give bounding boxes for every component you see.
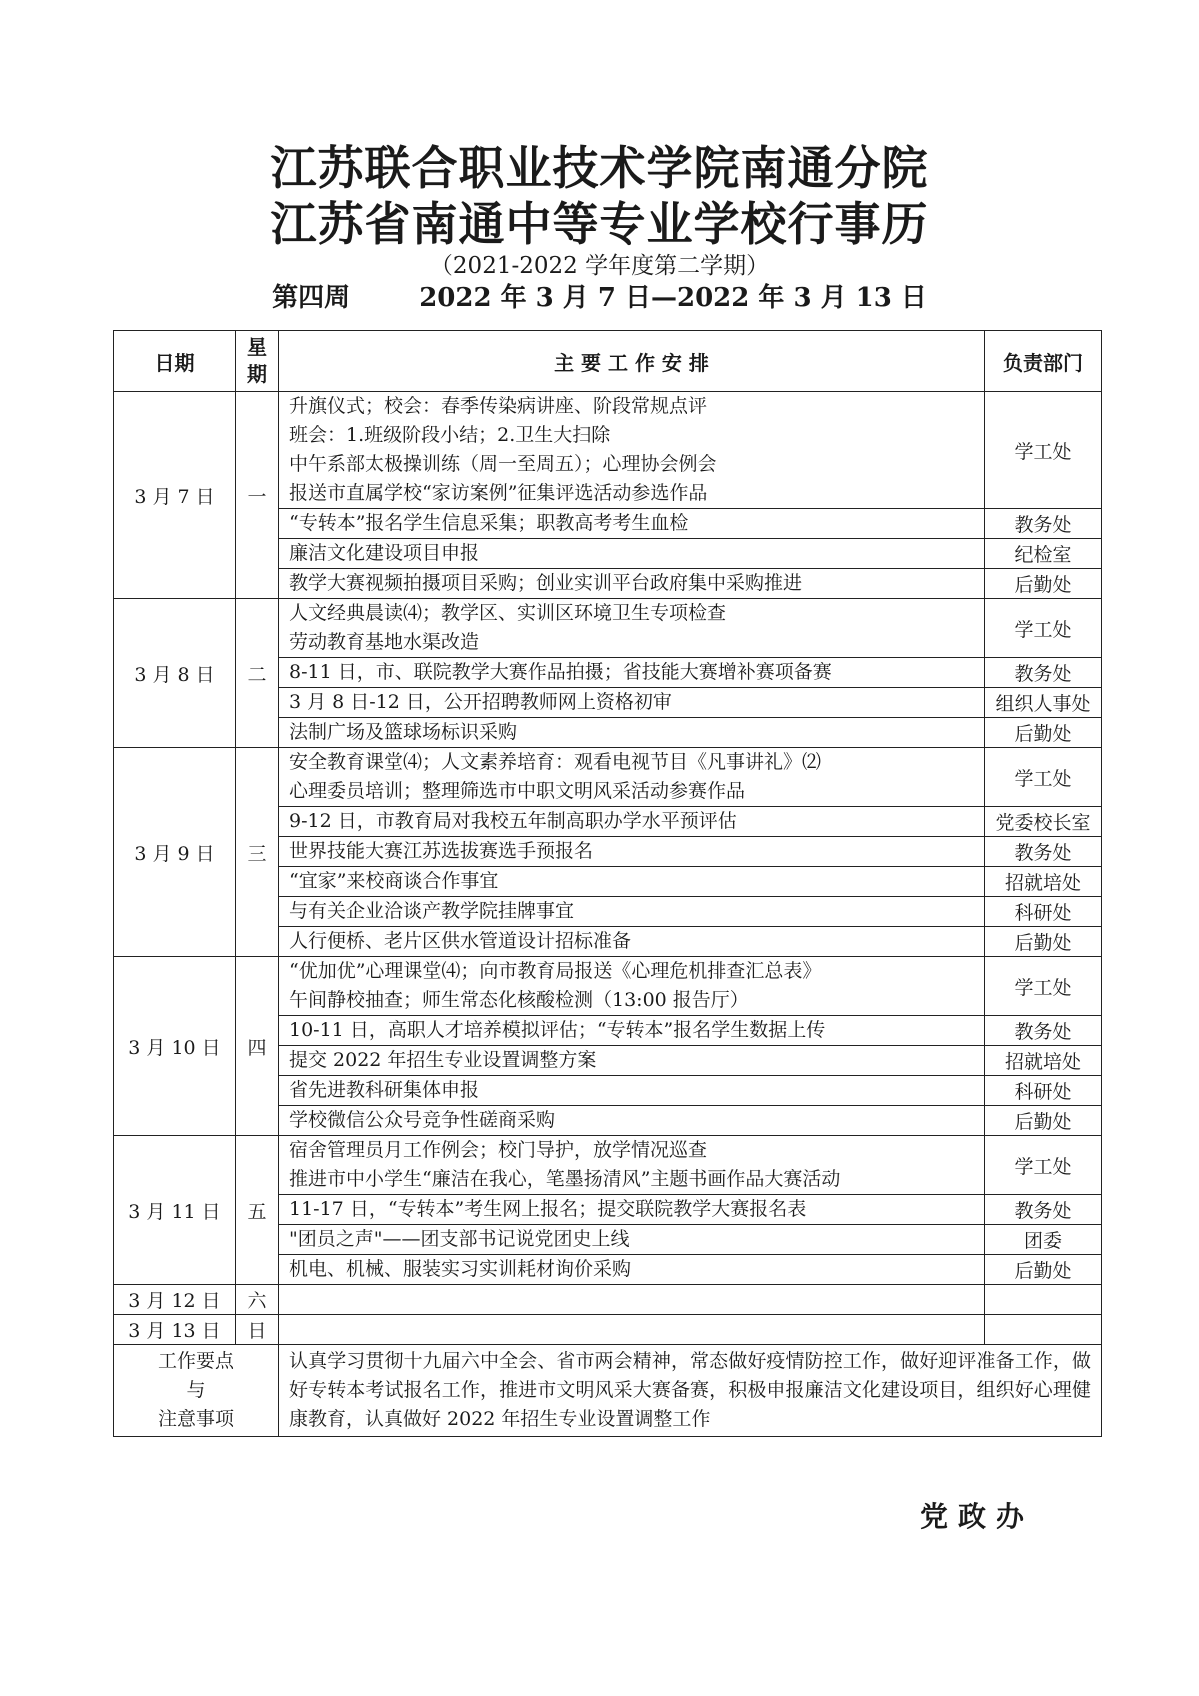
work-line: “宜家”来校商谈合作事宜 xyxy=(289,870,499,892)
work-cell xyxy=(279,1106,985,1136)
notes-text: 认真学习贯彻十九届六中全会、省市两会精神，常态做好疫情防控工作，做好迎评准备工作，做好专转本考试报名工作，推进市文明风采大赛备赛，积极申报廉洁文化建设项目，组织好心理健康教育，认真做好 2022 年招生专业设置调整工作 xyxy=(279,1345,1102,1437)
work-line: 3 月 8 日-12 日，公开招聘教师网上资格初审 xyxy=(289,691,672,713)
work-line: 学校微信公众号竞争性磋商采购 xyxy=(289,1109,556,1131)
dept-cell: 教务处 xyxy=(985,509,1102,539)
dept-cell: 后勤处 xyxy=(985,718,1102,748)
work-line: 与有关企业洽谈产教学院挂牌事宜 xyxy=(289,900,575,922)
weekday-cell: 二 xyxy=(236,599,279,748)
work-line: 劳动教育基地水渠改造 xyxy=(289,631,480,653)
notes-label-line3: 注意事项 xyxy=(157,1408,234,1430)
table-row xyxy=(114,392,1102,509)
notes-row xyxy=(114,1345,1102,1437)
header-weekday-line2: 期 xyxy=(247,362,267,386)
work-line: 心理委员培训；整理筛选市中职文明风采活动参赛作品 xyxy=(289,780,746,802)
weekday-cell: 四 xyxy=(236,957,279,1136)
work-line: “优加优”心理课堂⑷；向市教育局报送《心理危机排查汇总表》 xyxy=(289,960,822,982)
dept-cell: 组织人事处 xyxy=(985,688,1102,718)
work-line: 提交 2022 年招生专业设置调整方案 xyxy=(289,1049,597,1071)
work-line: 8-11 日，市、联院教学大赛作品拍摄；省技能大赛增补赛项备赛 xyxy=(289,661,832,683)
weekday-cell: 六 xyxy=(236,1285,279,1315)
work-line: 机电、机械、服装实习实训耗材询价采购 xyxy=(289,1258,632,1280)
header-work: 主 要 工 作 安 排 xyxy=(279,331,985,392)
work-cell xyxy=(279,1016,985,1046)
dept-cell: 后勤处 xyxy=(985,569,1102,599)
work-line: 升旗仪式；校会：春季传染病讲座、阶段常规点评 xyxy=(289,395,708,417)
work-line: 省先进教科研集体申报 xyxy=(289,1079,480,1101)
dept-cell: 后勤处 xyxy=(985,1255,1102,1285)
date-cell: 3 月 11 日 xyxy=(114,1136,236,1285)
week-label: 第四周 xyxy=(272,283,351,313)
dept-cell: 教务处 xyxy=(985,1016,1102,1046)
work-cell xyxy=(279,1225,985,1255)
date-cell: 3 月 8 日 xyxy=(114,599,236,748)
date-cell: 3 月 12 日 xyxy=(114,1285,236,1315)
work-cell xyxy=(279,1076,985,1106)
work-cell xyxy=(279,1285,985,1315)
work-cell xyxy=(279,927,985,957)
issuer-signature: 党政办 xyxy=(920,1500,1035,1533)
work-line: "团员之声"——团支部书记说党团史上线 xyxy=(289,1228,630,1250)
dept-cell: 招就培处 xyxy=(985,867,1102,897)
table-row xyxy=(114,748,1102,807)
dept-cell: 教务处 xyxy=(985,837,1102,867)
date-cell: 3 月 9 日 xyxy=(114,748,236,957)
work-line: “专转本”报名学生信息采集；职教高考考生血检 xyxy=(289,512,689,534)
weekday-cell: 日 xyxy=(236,1315,279,1345)
work-line: 推进市中小学生“廉洁在我心，笔墨扬清风”主题书画作品大赛活动 xyxy=(289,1168,841,1190)
work-cell xyxy=(279,1136,985,1195)
work-cell xyxy=(279,1195,985,1225)
dept-cell: 学工处 xyxy=(985,957,1102,1016)
date-cell: 3 月 10 日 xyxy=(114,957,236,1136)
date-cell: 3 月 13 日 xyxy=(114,1315,236,1345)
dept-cell: 学工处 xyxy=(985,599,1102,658)
work-line: 人文经典晨读⑷；教学区、实训区环境卫生专项检查 xyxy=(289,602,727,624)
work-line: 11-17 日，“专转本”考生网上报名；提交联院教学大赛报名表 xyxy=(289,1198,807,1220)
work-line: 10-11 日，高职人才培养模拟评估；“专转本”报名学生数据上传 xyxy=(289,1019,826,1041)
dept-cell: 学工处 xyxy=(985,1136,1102,1195)
dept-cell: 科研处 xyxy=(985,1076,1102,1106)
work-cell xyxy=(279,867,985,897)
work-cell xyxy=(279,539,985,569)
work-cell xyxy=(279,599,985,658)
dept-cell: 党委校长室 xyxy=(985,807,1102,837)
schedule-body xyxy=(114,392,1102,1345)
week-range: 2022 年 3 月 7 日—2022 年 3 月 13 日 xyxy=(419,283,927,313)
work-line: 报送市直属学校“家访案例”征集评选活动参选作品 xyxy=(289,482,708,504)
dept-cell: 科研处 xyxy=(985,897,1102,927)
date-cell: 3 月 7 日 xyxy=(114,392,236,599)
work-line: 午间静校抽查；师生常态化核酸检测（13:00 报告厅） xyxy=(289,989,749,1011)
title-line-1: 江苏联合职业技术学院南通分院 xyxy=(270,141,929,195)
work-line xyxy=(289,1315,984,1344)
work-line: 人行便桥、老片区供水管道设计招标准备 xyxy=(289,930,632,952)
title-line-2: 江苏省南通中等专业学校行事历 xyxy=(270,197,929,251)
weekday-cell: 五 xyxy=(236,1136,279,1285)
dept-cell: 招就培处 xyxy=(985,1046,1102,1076)
notes-label-line1: 工作要点 xyxy=(157,1350,234,1372)
notes-label xyxy=(114,1345,279,1437)
dept-cell: 纪检室 xyxy=(985,539,1102,569)
header-weekday-line1: 星 xyxy=(247,335,267,359)
dept-cell: 学工处 xyxy=(985,392,1102,509)
work-cell xyxy=(279,748,985,807)
dept-cell: 学工处 xyxy=(985,748,1102,807)
work-line: 中午系部太极操训练（周一至周五）；心理协会例会 xyxy=(289,453,717,475)
header-dept: 负责部门 xyxy=(985,331,1102,392)
work-line: 宿舍管理员月工作例会；校门导护，放学情况巡查 xyxy=(289,1139,708,1161)
work-cell xyxy=(279,897,985,927)
work-cell xyxy=(279,658,985,688)
dept-cell: 教务处 xyxy=(985,1195,1102,1225)
header-date: 日期 xyxy=(114,331,236,392)
work-cell xyxy=(279,718,985,748)
weekday-cell: 三 xyxy=(236,748,279,957)
work-line: 安全教育课堂⑷；人文素养培育：观看电视节目《凡事讲礼》⑵ xyxy=(289,751,822,773)
work-cell xyxy=(279,569,985,599)
work-cell xyxy=(279,807,985,837)
work-cell xyxy=(279,837,985,867)
table-row xyxy=(114,599,1102,658)
work-cell xyxy=(279,509,985,539)
work-cell xyxy=(279,1315,985,1345)
table-row xyxy=(114,957,1102,1016)
work-line: 9-12 日，市教育局对我校五年制高职办学水平预评估 xyxy=(289,810,737,832)
dept-cell: 后勤处 xyxy=(985,1106,1102,1136)
header-weekday xyxy=(236,331,279,392)
dept-cell: 团委 xyxy=(985,1225,1102,1255)
work-line xyxy=(289,1285,984,1314)
table-row xyxy=(114,1285,1102,1315)
work-cell xyxy=(279,957,985,1016)
work-line: 班会：1.班级阶段小结；2.卫生大扫除 xyxy=(289,424,611,446)
dept-cell xyxy=(985,1285,1102,1315)
work-line: 廉洁文化建设项目申报 xyxy=(289,542,480,564)
work-line: 教学大赛视频拍摄项目采购；创业实训平台政府集中采购推进 xyxy=(289,572,803,594)
table-row xyxy=(114,1136,1102,1195)
table-row xyxy=(114,1315,1102,1345)
term-subtitle: （2021-2022 学年度第二学期） xyxy=(429,253,770,279)
table-header-row xyxy=(114,331,1102,392)
work-cell xyxy=(279,688,985,718)
work-cell xyxy=(279,392,985,509)
notes-label-line2: 与 xyxy=(186,1379,206,1401)
dept-cell: 教务处 xyxy=(985,658,1102,688)
schedule-table xyxy=(113,330,1102,1437)
work-line: 法制广场及篮球场标识采购 xyxy=(289,721,518,743)
work-cell xyxy=(279,1046,985,1076)
work-cell xyxy=(279,1255,985,1285)
work-line: 世界技能大赛江苏选拔赛选手预报名 xyxy=(289,840,594,862)
dept-cell xyxy=(985,1315,1102,1345)
weekday-cell: 一 xyxy=(236,392,279,599)
dept-cell: 后勤处 xyxy=(985,927,1102,957)
week-line xyxy=(0,281,1199,315)
